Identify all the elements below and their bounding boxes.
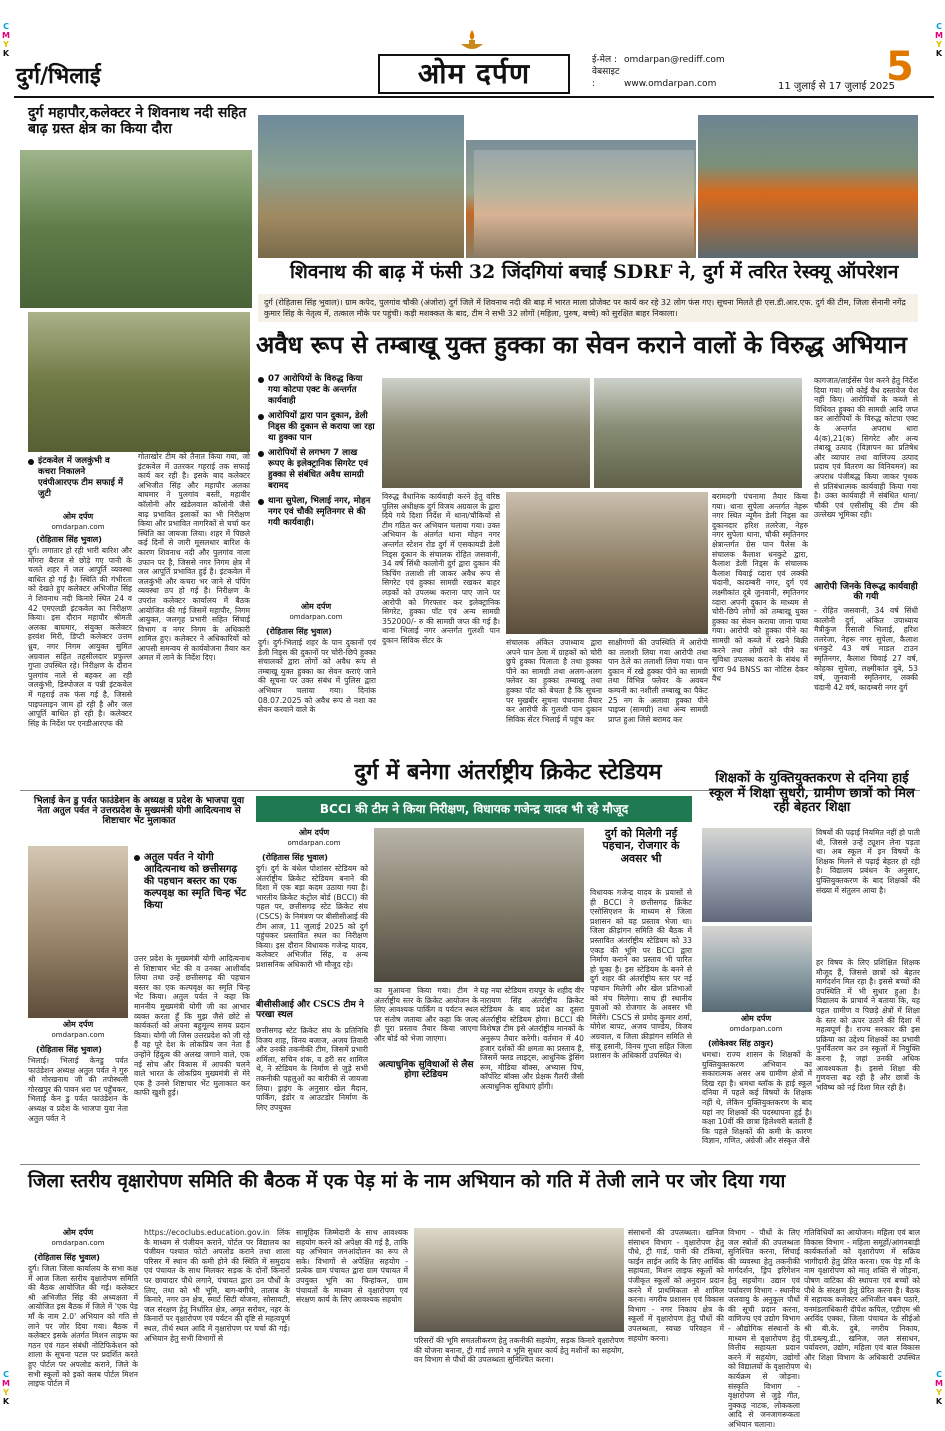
school-photo-1: [702, 828, 812, 922]
hookah-photo-2: [594, 378, 802, 488]
tree-body-col3: सामूहिक जिम्मेदारी के साथ आवश्यक सहयोग करने को अपेक्षा की गई है, ताकि यह अभियान जनआंदोलन का रूप ले सके। विभागों से अपेक्षित सहयोग - प्रत्येक ग्राम पंचायत द्वारा ग्राम पंचायत में उपयुक्त भूमि का चिन्हांकन, ग्राम पंचायतों के माध्यम से वृक्षारोपण एवं संरक्षण कार्य के लिए आवश्यक सहयोग: [296, 1228, 408, 1305]
parvat-highlight-text: अतुल पर्वत ने योगी आदित्यनाथ को छत्तीसगढ़ की पहचान बस्तर का एक कल्पवृक्ष का स्मृति चिन्ह भेंट किया: [134, 852, 250, 912]
hookah-byline: (रोहितास सिंह भुवाल): [266, 627, 332, 636]
parvat-body-col1: भिलाई। भिलाई केनडु पर्वत फाउंडेशन अध्यक्ष अतुल पर्वत ने गुरु श्री गोरखनाथ जी की तपोस्थली गोरखपुर की पावन धरा पर पहुँचकर, भिलाई केन डु पर्वत फाउंडेशन के अध्यक्ष व प्रदेश के भाजपा युवा नेता अतुल पर्वत ने: [28, 1056, 128, 1123]
school-byline: (लोकेश्वर सिंह ठाकुर): [708, 1039, 774, 1048]
website-label: वेबसाइट :: [592, 67, 620, 89]
tree-byline: (रोहितास सिंह भुवाल): [34, 1253, 100, 1262]
accused-title: आरोपी जिनके विरूद्ध कार्यवाही की गयी: [814, 582, 918, 603]
stadium-sidebar-body: विधायक गजेन्द्र यादव के प्रयासों से ही BCCI ने छत्तीसगढ़ क्रिकेट एसोसिएशन के माध्यम से जिला प्रशासन को यह प्रस्ताव भेजा था। जिला क्रीड़ांगन समिति की बैठक में प्रस्तावित अंतर्राष्ट्रीय स्टेडियम को 33 एकड़ की भूमि पर BCCI द्वारा निर्माण कराने का प्रस्ताव भी पारित हो चुका है। इस स्टेडियम के बनने से दुर्ग शहर की अंतर्राष्ट्रीय स्तर पर नई पहचान मिलेगी और खेल प्रतिभाओं को मंच मिलेगा। साथ ही स्थानीय युवाओं को रोजगार के अवसर भी मिलेंगे। CSCS से प्रमोद कुमार शर्मा, योगेश बापट, अजय पाण्डेय, विजय अग्रवाल, व जिला क्रीड़ांगन समिति से संजू हसानी, विनय गुप्ता सहित जिला प्रशासन के अधिकारी उपस्थित थे।: [590, 888, 692, 1061]
mayor-omtag: ओम दर्पण omdarpan.com: [51, 512, 105, 531]
mayor-byline: (रोहितास सिंह भुवाल): [36, 535, 102, 544]
mayor-body-col2: गोताखोर टीम को तैनात किया गया, जो इंटकवेल में उतरकर गहराई तक सफाई कार्य कर रही है। इसके बाद कलेक्टर अभिजीत सिंह और महापौर अलका बाघमार ने पुलगांव बस्ती, महावीर कॉलोनी और खंडेलवाल कॉलोनी जैसे बाढ़ प्रभावित इलाकों का भी निरीक्षण किया और प्रभावित नागरिकों से चर्चा कर स्थिति का जायजा लिया। शहर में पिछले कई दिनों से जारी मूसलधार बारिश के कारण शिवनाथ नदी और पुलगांव नाला उफान पर है, जिससे नगर निगम क्षेत्र में जल आपूर्ति प्रभावित हुई है। इंटकवेल में जलकुंभी और कचरा भर जाने से पंपिंग व्यवस्था ठप हो गई है। निरीक्षण के उपरांत कलेक्टर कार्यालय में बैठक आयोजित की गई जिसमें महापौर, निगम आयुक्त, जलगृह प्रभारी सहित सिंचाई विभाग व नगर निगम के अधिकारी शामिल हुए। कलेक्टर ने अधिकारियों को आपसी समन्वय से कार्ययोजना तैयार कर अमल में लाने के निर्देश दिए।: [138, 452, 250, 663]
hookah-body-col2: विरुद्ध वैधानिक कार्यवाही करने हेतु वरिष्ठ पुलिस अधीक्षक दुर्ग विजय अग्रवाल के द्वारा दिये गये दिशा निर्देश में थाना/चौकियों से टीम गठित कर अभियान चलाया गया। उक्त अभियान के अंतर्गत थाना मोहन नगर अन्तर्गत स्टेशन रोड दुर्ग में एसकायडी डेली निड्स दुकान के संचालक रोहित जसवानी, 34 वर्ष सिंधी कालोनी दुर्ग द्वारा दुकान की किचिंग तलाशी ली जाकर अवैध रूप से सिगरेट एवं हुक्का सामग्री रखकर बाहर लड़कों को उपलब्ध कराना पाए जाने पर आरोपी को गिरफ्तार कर इलेक्ट्रानिक सिगरेट, हुक्का पॉट एवं अन्य सामग्री 352000/- रु की सामग्री जप्त की गई है। थाना भिलाई नगर अन्तर्गत गुलशी पान दुकान सिविक सेंटर के: [382, 492, 500, 645]
stadium-subhead-2: बीसीसीआई और CSCS टीम ने परखा स्थल: [256, 1000, 364, 1021]
hookah-bullet-3: आरोपियों से लगभग 7 लाख रूपए के इलेक्ट्रानिक सिगरेट एवं हुक्का से संबंधित अवैध सामग्री बरामद: [258, 448, 376, 492]
parvat-highlight: [134, 852, 250, 916]
section-title: दुर्ग/भिलाई: [16, 63, 101, 89]
mayor-body-col1: दुर्ग। लगातार हो रही भारी बारिश और मोंगरा बैराज से छोड़े गए पानी के चलते शहर में जल आपूर्ति व्यवस्था बाधित हो गई है। स्थिति की गंभीरता को देखते हुए कलेक्टर अभिजीत सिंह ने शिवनाथ नदी किनारे स्थित 24 व 42 एमएलडी इंटकवेल का निरीक्षण किया। इस दौरान महापौर श्रीमती अलका बाघमार, संयुक्त कलेक्टर हरवंश मिरी, डिप्टी कलेक्टर उत्तम ध्रुव, नगर निगम आयुक्त सुमित अग्रवाल सहित तहसीलदार प्रफुल्ल गुप्ता उपस्थित रहे। निरीक्षण के दौरान पुलगांव नाले से बहकर आ रही जलकुंभी, डिस्पोजल व पन्नी इंटकवेल में गहराई तक फंस गई है, जिससे पाइपलाइन जाम हो रही है और जल आपूर्ति बाधित हो रही है। कलेक्टर सिंह के निर्देश पर एनडीआरएफ की: [28, 546, 132, 728]
school-omtag: ओम दर्पण omdarpan.com: [729, 1014, 783, 1033]
website-link[interactable]: www.omdarpan.com: [624, 79, 717, 89]
flood-photo-1: [258, 115, 464, 258]
tree-headline: जिला स्तरीय वृक्षारोपण समिति की बैठक में एक पेड़ मां के नाम अभियान को गति में तेजी लाने पर जोर दिया गया: [28, 1171, 786, 1192]
tree-omtag: ओम दर्पण omdarpan.com: [51, 1228, 105, 1247]
school-body-col2b: हर विषय के लिए प्रशिक्षित शिक्षक मौजूद हैं, जिससे छात्रों को बेहतर मार्गदर्शन मिल रहा है। इससे बच्चों की उपस्थिति में भी सुधार हुआ है। विद्यालय के प्राचार्य ने बताया कि, यह पहल ग्रामीण व पिछड़े क्षेत्रों में शिक्षा के स्तर को ऊपर उठाने की दिशा में महत्वपूर्ण है। राज्य सरकार की इस प्रक्रिया का उद्देश्य शिक्षकों का प्रभावी पुनर्वितरण कर उन स्कूलों में नियुक्ति करना है, जहां उनकी अधिक आवश्यकता है। इससे शिक्षा की गुणवत्ता बढ़ रही है और छात्रों के भविष्य को नई दिशा मिल रही है।: [816, 958, 920, 1092]
parvat-headline: भिलाई केन डु पर्वत फाउंडेशन के अध्यक्ष व प्रदेश के भाजपा युवा नेता अतुल पर्वत ने उत्तरप्रदेश के मुख्यमंत्री योगी आदित्यनाथ से शिष्टाचार भेंट मुलाकात: [33, 796, 245, 827]
flood-headline: शिवनाथ की बाढ़ में फंसी 32 जिंदगियां बचाईं SDRF ने, दुर्ग में त्वरित रेस्क्यू ऑपरेशन: [290, 261, 899, 283]
school-body-col1: धमधा। राज्य शासन के शिक्षकों के युक्तियुक्तकरण अभियान का सकारात्मक असर अब ग्रामीण क्षेत्रों में दिख रहा है। धमधा ब्लॉक के हाई स्कूल दनिया में पहले कई विषयों के शिक्षक नहीं थे, लेकिन युक्तियुक्तकरण के बाद यहां नए शिक्षकों की पदस्थापना हुई है। कक्षा 10वीं की छात्रा हिलेश्वरी बताती हैं कि पहले शिक्षकों की कमी के कारण विज्ञान, गणित, अंग्रेजी और संस्कृत जैसे: [702, 1050, 812, 1146]
mayor-photo-2: [28, 312, 250, 452]
email-label: ई-मेल :: [592, 55, 618, 65]
hookah-body-col5: बरामदगी पंचनामा तैयार किया गया। थाना सुपेला अन्तर्गत नेहरू नगर स्थित न्यूमैन डेली निड्स का दुकानदार हरिश तलरेजा, नेहरु नगर सुपेला थाना, चौकी स्मृतिनगर क्षेत्रान्तर्गत ग्रेस पान पैलेस के संचालक कैलाश धनकुटे द्वारा, कैलाश डेली निड्स के संचालक कैलाश चिवाई व्दारा एवं लक्की चंदानी, कादम्बरी नगर, दुर्ग एवं लक्ष्मीकांत दूबे जुनवानी, स्मृतिनगर व्दारा अपनी दुकान के माध्यम से चोरी-छिपे लोगों को तम्बाखू युक्त हुक्का का सेवन कराया जाना पाया गया। आरोपी को हुक्का पीने का सामग्री को कब्जे में रखने बिक्री करने तथा लोगों को पीने का सुविधा उपलब्ध कराने के संबंध में धारा 94 BNSS का नोटिस देकर वैध: [712, 492, 808, 684]
lower-rule: [20, 1164, 920, 1165]
school-headline: शिक्षकों के युक्तियुक्तकरण से दनिया हाई स्कूल में शिक्षा सुधरी, ग्रामीण छात्रों को मिल रही बेहतर शिक्षा: [709, 771, 915, 816]
newspaper-title: ओम दर्पण: [417, 57, 531, 90]
cmyk-marks-top-right: C M Y K: [935, 22, 943, 58]
masthead-rule: [14, 96, 934, 98]
cmyk-marks-bottom-left: C M Y K: [2, 1370, 10, 1406]
stadium-omtag: ओम दर्पण omdarpan.com: [287, 828, 341, 847]
tree-body-col2: https://ecoclubs.education.gov.in लिंक के माध्यम से पंजीयन कराने, पोर्टल पर विद्यालय का पंजीयन पश्चात फोटो अपलोड कराने तथा शाला परिसर में स्थान की कमी होने की स्थिति में समुदाय एवं पंचायत के साथ मिलकर सड़क के दोनों किनारों पर छायादार पौधे लगाने, पंचायत द्वारा उन पौधों के लिए, तथा को भी भूमि, बाग-बगीचे, तालाब के किनारे, नगर उन क्षेत्र, स्मार्ट सिटी योजना, सोसायटी, जल संरक्षण हेतु निर्धारित क्षेत्र, अमृत सरोवर, नहर के किनारों पर वृक्षारोपण एवं पर्यटन की दृष्टि से महत्वपूर्ण स्थल, तीर्थ स्थल आदि में वृक्षारोपण पर चर्चा की गई। अभियान हेतु सभी विभागों से: [144, 1228, 290, 1343]
email-link[interactable]: omdarpan@rediff.com: [624, 55, 725, 65]
hookah-bullet-2: आरोपियों द्वारा पान दुकान, डेली निड्स की दुकान से कराया जा रहा था हुक्का पान: [258, 411, 376, 444]
parvat-body-col2: उत्तर प्रदेश के मुख्यमंत्री योगी आदित्यनाथ से शिष्टाचार भेंट की व उनका आशीर्वाद लिया तथा उन्हें छत्तीसगढ़ की पहचान बस्तर का एक कल्पवृक्ष का स्मृति चिन्ह भेंट किया। अतुल पर्वत ने कहा कि माननीय मुख्यमंत्री योगी जी का आभार व्यक्त करता हूँ कि मुझ जैसे छोटे से कार्यकर्ता को अपना बहुमूल्य समय प्रदान किया। योगी जी जिस उत्तरप्रदेश को जी रहे हैं वह पूरे देश के लोकप्रिय जन नेता हैं उन्होंने हिंदुत्व की अलख जगाने वाले, एक नई सोच और विकास में आपकी चलने वाले भारत के लोकप्रिय मुख्यमंत्री से मेरे एक है उनसे शिष्टाचार भेंट मुलाकात कर काफी खुशी हुई।: [134, 954, 250, 1098]
hookah-photo-1: [382, 378, 590, 488]
stadium-photo: [374, 828, 584, 982]
newspaper-logo: [378, 54, 570, 94]
parvat-photo: [28, 846, 128, 1018]
school-photo-2: [702, 926, 812, 1012]
page-number: 5: [886, 44, 914, 90]
accused-list: - रोहित जसवानी, 34 वर्ष सिंधी कालोनी दुर्ग, अंकित उपाध्याय मैत्रीकुंज रिसाली भिलाई, हरिश तलरेजा, नेहरू नगर सुपेला, कैलाश धनकुटे 43 वर्ष माडल टाउन स्मृतिनगर, कैलाश चिवाई 27 वर्ष, कोहका सुपेला, लक्ष्मीकांत दुबे, 53 वर्ष, जुनवानी स्मृतिनगर, लक्की चंदानी 42 वर्ष, कादम्बरी नगर दुर्ग: [814, 606, 918, 692]
mayor-photo-1: [20, 150, 252, 308]
hookah-body-col3: संचालक अंकित उपाध्याय द्वारा अपने पान ठेला में ग्राहकों को चोरी छुपे हुक्का पिलाता है तथा हुक्का पीने का सामग्री तथा अलग-अलग फ्लेवर का हुक्का तम्बाखू तथा हुक्का पॉट को बेचता है कि सूचना पर मुखबीर सूचना पंचनामा तैयार कर आरोपी के गुलशी पान दुकान सिविक सेंटर भिलाई में पहुंच कर: [506, 638, 602, 724]
flood-photo-4: [698, 115, 918, 258]
flood-caption: दुर्ग (रोहितास सिंह भुवाल)। ग्राम कपेद, पुलगांव चौकी (अंजोरा) दुर्ग जिले में शिवनाथ नदी की बाढ़ में भारत माला प्रोजेक्ट पर कार्य कर रहे 32 लोग फंस गए। सूचना मिलते ही एस.डी.आर.एफ. दुर्ग की टीम, जिला सेनानी नगेंद्र कुमार सिंह के नेतृत्व में, तत्काल मौके पर पहुंची। कड़ी मशक्कत के बाद, टीम ने सभी 32 लोगों (महिला, पुरुष, बच्चे) को सुरक्षित बाहर निकाला।: [258, 294, 918, 322]
hookah-body-col1: दुर्ग। दुर्ग-भिलाई शहर के पान दुकानों एवं डेली निड्स की दुकानों पर चोरी-छिपे हुक्का संचालकों द्वारा लोगों को अवैध रूप से तम्बाखू युक्त हुक्का का सेवन कराएं जाने की सूचना पर उक्त संबंध में पुलिस द्वारा अभियान चलाया गया। दिनांक 08.07.2025 को अवैध रूप से नशा का सेवन करवाने वाले के: [258, 638, 376, 715]
mayor-headline: दुर्ग महापौर,कलेक्टर ने शिवनाथ नदी सहित बाढ़ ग्रस्त क्षेत्र का किया दौरा: [28, 105, 247, 137]
hookah-bullet-4: थाना सुपेला, भिलाई नगर, मोहन नगर एवं चौकी स्मृतिनगर से की गयी कार्यवाही।: [258, 496, 376, 529]
hookah-body-col6: कागजात/लाईसेंस पेश करने हेतु निर्देश दिया गया। जो कोई वैध दस्तावेज पेश नहीं किए। आरोपियों के कब्जे से विधिवत हुक्का की सामग्री आदि जप्त कर आरोपियों के विरुद्ध कोटपा एक्ट के अन्तर्गत अपराध धारा 4(क),21(क) सिगरेट और अन्य तंबाखू उत्पाद (विज्ञापन का प्रतिषेध और व्यापार तथा वाणिज्य उत्पाद प्रदाय एवं वितरण का विनियमन) का अपराध पंजीबद्ध किया जाकर पृथक से प्रतिबंधात्मक कार्यवाही किया गया है। उक्त कार्यवाही में संबंधित थाना/चौकी एवं एसीसीयू की टीम की उल्लेख्य भूमिका रही।: [814, 376, 918, 520]
stadium-subhead-3: अत्याधुनिक सुविधाओं से लैस होगा स्टेडियम: [378, 1060, 474, 1081]
issue-date: 11 जुलाई से 17 जुलाई 2025: [778, 81, 895, 92]
mayor-highlight: [28, 456, 126, 504]
stadium-byline: (रोहितास सिंह भुवाल): [262, 853, 328, 862]
hookah-bullets: [258, 374, 376, 533]
cmyk-marks-top-left: C M Y K: [2, 22, 10, 58]
hookah-headline: अवैध रूप से तम्बाखू युक्त हुक्का का सेवन कराने वालों के विरुद्ध अभियान: [256, 330, 907, 359]
school-body-col2a: विषयों की पढ़ाई नियमित नहीं हो पाती थी, जिससे उन्हें ट्यूशन लेना पड़ता था। अब स्कूल में इन विषयों के शिक्षक मिलने से पढ़ाई बेहतर हो रही है। विद्यालय प्रबंधन के अनुसार, युक्तियुक्तकरण के बाद शिक्षकों की संख्या में संतुलन आया है।: [816, 828, 920, 895]
hookah-bullet-1: 07 आरोपियों के विरुद्ध किया गया कोटपा एक्ट के अन्तर्गत कार्यवाही: [258, 374, 376, 407]
tree-body-col4: परिसरों की भूमि समतलीकरण हेतु तकनीकी सहयोग, सड़क किनारे वृक्षारोपण की योजना बनाना, ट्री गार्ड लगाने व भूमि सुधार कार्य हेतु मशीनों का सहयोग, वन विभाग से पौधों की उपलब्धता सुनिश्चित करना।: [414, 1336, 624, 1365]
hookah-omtag: ओम दर्पण omdarpan.com: [289, 602, 343, 621]
tree-photo: [414, 1228, 624, 1332]
stadium-subhead: BCCI की टीम ने किया निरीक्षण, विधायक गजेन्द्र यादव भी रहे मौजूद: [256, 796, 692, 822]
parvat-omtag: ओम दर्पण omdarpan.com: [51, 1020, 105, 1039]
stadium-body-col3: यह नया स्टेडियम रायपुर के शहीद वीर नारायण सिंह अंतर्राष्ट्रीय क्रिकेट स्टेडियम के बाद प्रदेश का दूसरा अंतर्राष्ट्रीय स्टेडियम होगा। BCCI की विशेषज्ञ टीम इसे अंतर्राष्ट्रीय मानकों के अनुरूप तैयार करेगी। वर्तमान में 40 हजार दर्शकों की क्षमता का प्रस्ताव है, जिसमें फ्लड लाइट्स, आधुनिक ड्रेसिंग रूम, मीडिया बॉक्स, अभ्यास पिच, कॉर्पोरेट बॉक्स और प्रेक्षक गैलरी जैसी अत्याधुनिक सुविधाएं होंगी।: [480, 986, 584, 1091]
stadium-sidebar-title: दुर्ग को मिलेगी नई पहचान, रोजगार के अवसर भी: [602, 827, 680, 865]
stadium-body-col1: दुर्ग। दुर्ग के बंधेल पोशांसर स्टेडियम को अंतर्राष्ट्रीय क्रिकेट स्टेडियम बनाने की दिशा में एक बड़ा कदम उठाया गया है। भारतीय क्रिकेट कंट्रोल बोर्ड (BCCI) की पहल पर, छत्तीसगढ़ स्टेट क्रिकेट संघ (CSCS) के निमंत्रण पर बीसीसीआई की टीम आज, 11 जुलाई 2025 को दुर्ग पहुंचकर प्रस्तावित स्थल का निरीक्षण किया। इस दौरान विधायक गजेन्द्र यादव, कलेक्टर अभिजीत सिंह, व अन्य प्रशासनिक अधिकारी भी मौजूद रहे।: [256, 864, 368, 969]
cmyk-marks-bottom-right: C M Y K: [935, 1370, 943, 1406]
tree-body-col1: दुर्ग। जिला जिला कार्यालय के सभा कक्ष में आज जिला स्तरीय वृक्षारोपण समिति की बैठक आयोजित की गई। कलेक्टर श्री अभिजीत सिंह की अध्यक्षता में आयोजित इस बैठक में जिले में 'एक पेड़ माँ के नाम 2.0' अभियान को गति से लाने पर जोर दिया गया। बैठक में कलेक्टर इसके अंतर्गत मिशन लाइफ का गठन एवं गठन संबंधी नोटिफिकेशन को शाला के सूचना पटल पर प्रदर्शित करते हुए पोर्टल पर अपलोड कराने, जिले के सभी स्कूलों को इको क्लब पोर्टल मिशन लाइफ पोर्टल में: [28, 1264, 138, 1389]
tree-body-col7: गतिविधियों का आयोजन। महिला एवं बाल विकास विभाग - महिला समूहों/आंगनबाड़ी कार्यकर्ताओं को वृक्षारोपण में सक्रिय भागीदारी हेतु प्रेरित करना। एक पेड़ माँ के नाम वृक्षारोपण को मातृ शक्ति से जोड़ना, पोषण वाटिका की स्थापना एवं बच्चों को पौधे के संरक्षण हेतु प्रेरित करना है। बैठक में सहायक कलेक्टर अभिजीत बबन पठारे, वनमंडलाधिकारी दीपेश कपिल, एडीएम श्री अरविंद एक्का, जिला पंचायत के सीईओ श्री बी.के. दुबे, नगरीय निकाय, पी.डब्ल्यू.डी., खनिज, जल संसाधन, पर्यावरण, उद्योग, महिला एवं बाल विकास और शिक्षा विभाग के अधिकारी उपस्थित थे।: [804, 1228, 920, 1372]
flood-photo-3: [474, 150, 694, 258]
lamp-emblem-icon: [455, 28, 489, 56]
stadium-body-col2: का मुआयना किया गया। टीम ने अंतर्राष्ट्रीय स्तर के क्रिकेट आयोजन के लिए आवश्यक पार्किंग व पर्यटन स्थल पर संतोष जताया और कहा कि जल्द ही पूरा प्रस्ताव तैयार किया जाएगा और बोर्ड को भेजा जाएगा।: [374, 986, 478, 1043]
mayor-highlight-text: इंटकवेल में जलकुंभी व कचरा निकालने एवंपीआरएफ टीम सफाई में जुटी: [28, 456, 126, 500]
stadium-headline: दुर्ग में बनेगा अंतर्राष्ट्रीय क्रिकेट स्टेडियम: [354, 759, 662, 785]
stadium-body-col1b: छत्तीसगढ़ स्टेट क्रिकेट संघ के प्रतिनिधि विजय शाह, विनय बजाज, अजय तिवारी और उनकी तकनीकी टीम, जिसमें प्रभारी शर्मिला, सचिन शंक, व हरी सर शामिल थे, ने स्टेडियम के निर्माण से जुड़े सभी तकनीकी पहलुओं का बारीकी से जायजा लिया। ड्राइंग के अनुसार खेल मैदान, पार्किंग, इंडोर व आउटडोर निर्माण के लिए उपयुक्त: [256, 1026, 368, 1112]
hookah-photo-3: [506, 492, 708, 634]
tree-body-col5: संसाधनों की उपलब्धता। खनिज संसाधन विभाग - वृक्षारोपण हेतु पौधे, ट्री गार्ड, पानी की टंकियां, फाईन लाईन आदि के लिए आर्थिक सहायता, मिशन लाइफ स्कूलों को पंजीकृत स्कूलों को अनुदान प्रदान करने में प्राथमिकता से शामिल करना। नगरीय प्रशासन एवं विकास विभाग - नगर निकाय क्षेत्र के स्कूलों में वृक्षारोपण हेतु पौधों की उपलब्धता, स्वच्छ परिवहन में सहयोग करना।: [628, 1228, 724, 1343]
parvat-byline: (रोहितास सिंह भुवाल): [36, 1045, 102, 1054]
hookah-body-col4: साक्षीगणों की उपस्थिति में आरोपी का तलाशी लिया गया आरोपी तथा पान ठेले का तलाशी लिया गया। पान दुकान में रखे हुक्का पीने का सामग्री तथा विभिन्न फ्लेवर के अवयन कम्पनी का नशीली तम्बाखू का पैकेट 25 नग के अलावा हुक्का पीने पाइप्स (सामग्री) तथा अन्य सामग्री प्राप्त हुआ जिसे बरामद कर: [608, 638, 708, 724]
tree-body-col6: विभाग - पौधों के लिए जल स्त्रोतों की उपलब्धता सुनिश्चित करना, सिंचाई की व्यवस्था हेतु तकनीकी मार्गदर्शन, ड्रिप इरिगेशन हेतु सहयोग। उद्यान एवं पर्यावरण विभाग - स्थानीय जलवायु के अनुकूल पौधों की सूची प्रदान करना, वाणिज्य एवं उद्योग विभाग - औद्योगिक संस्थानों के माध्यम से वृक्षारोपण हेतु वित्तीय सहायता प्रदान करने में सहयोग, उद्योगों को विद्यालयों के वृक्षारोपण कार्यक्रम से जोड़ना। संस्कृति विभाग - वृक्षारोपण से जुड़े गीत, नुक्कड़ नाटक, लोककला आदि से जनजागरूकता अभियान चलाना।: [728, 1228, 800, 1429]
contact-block: [592, 54, 725, 90]
